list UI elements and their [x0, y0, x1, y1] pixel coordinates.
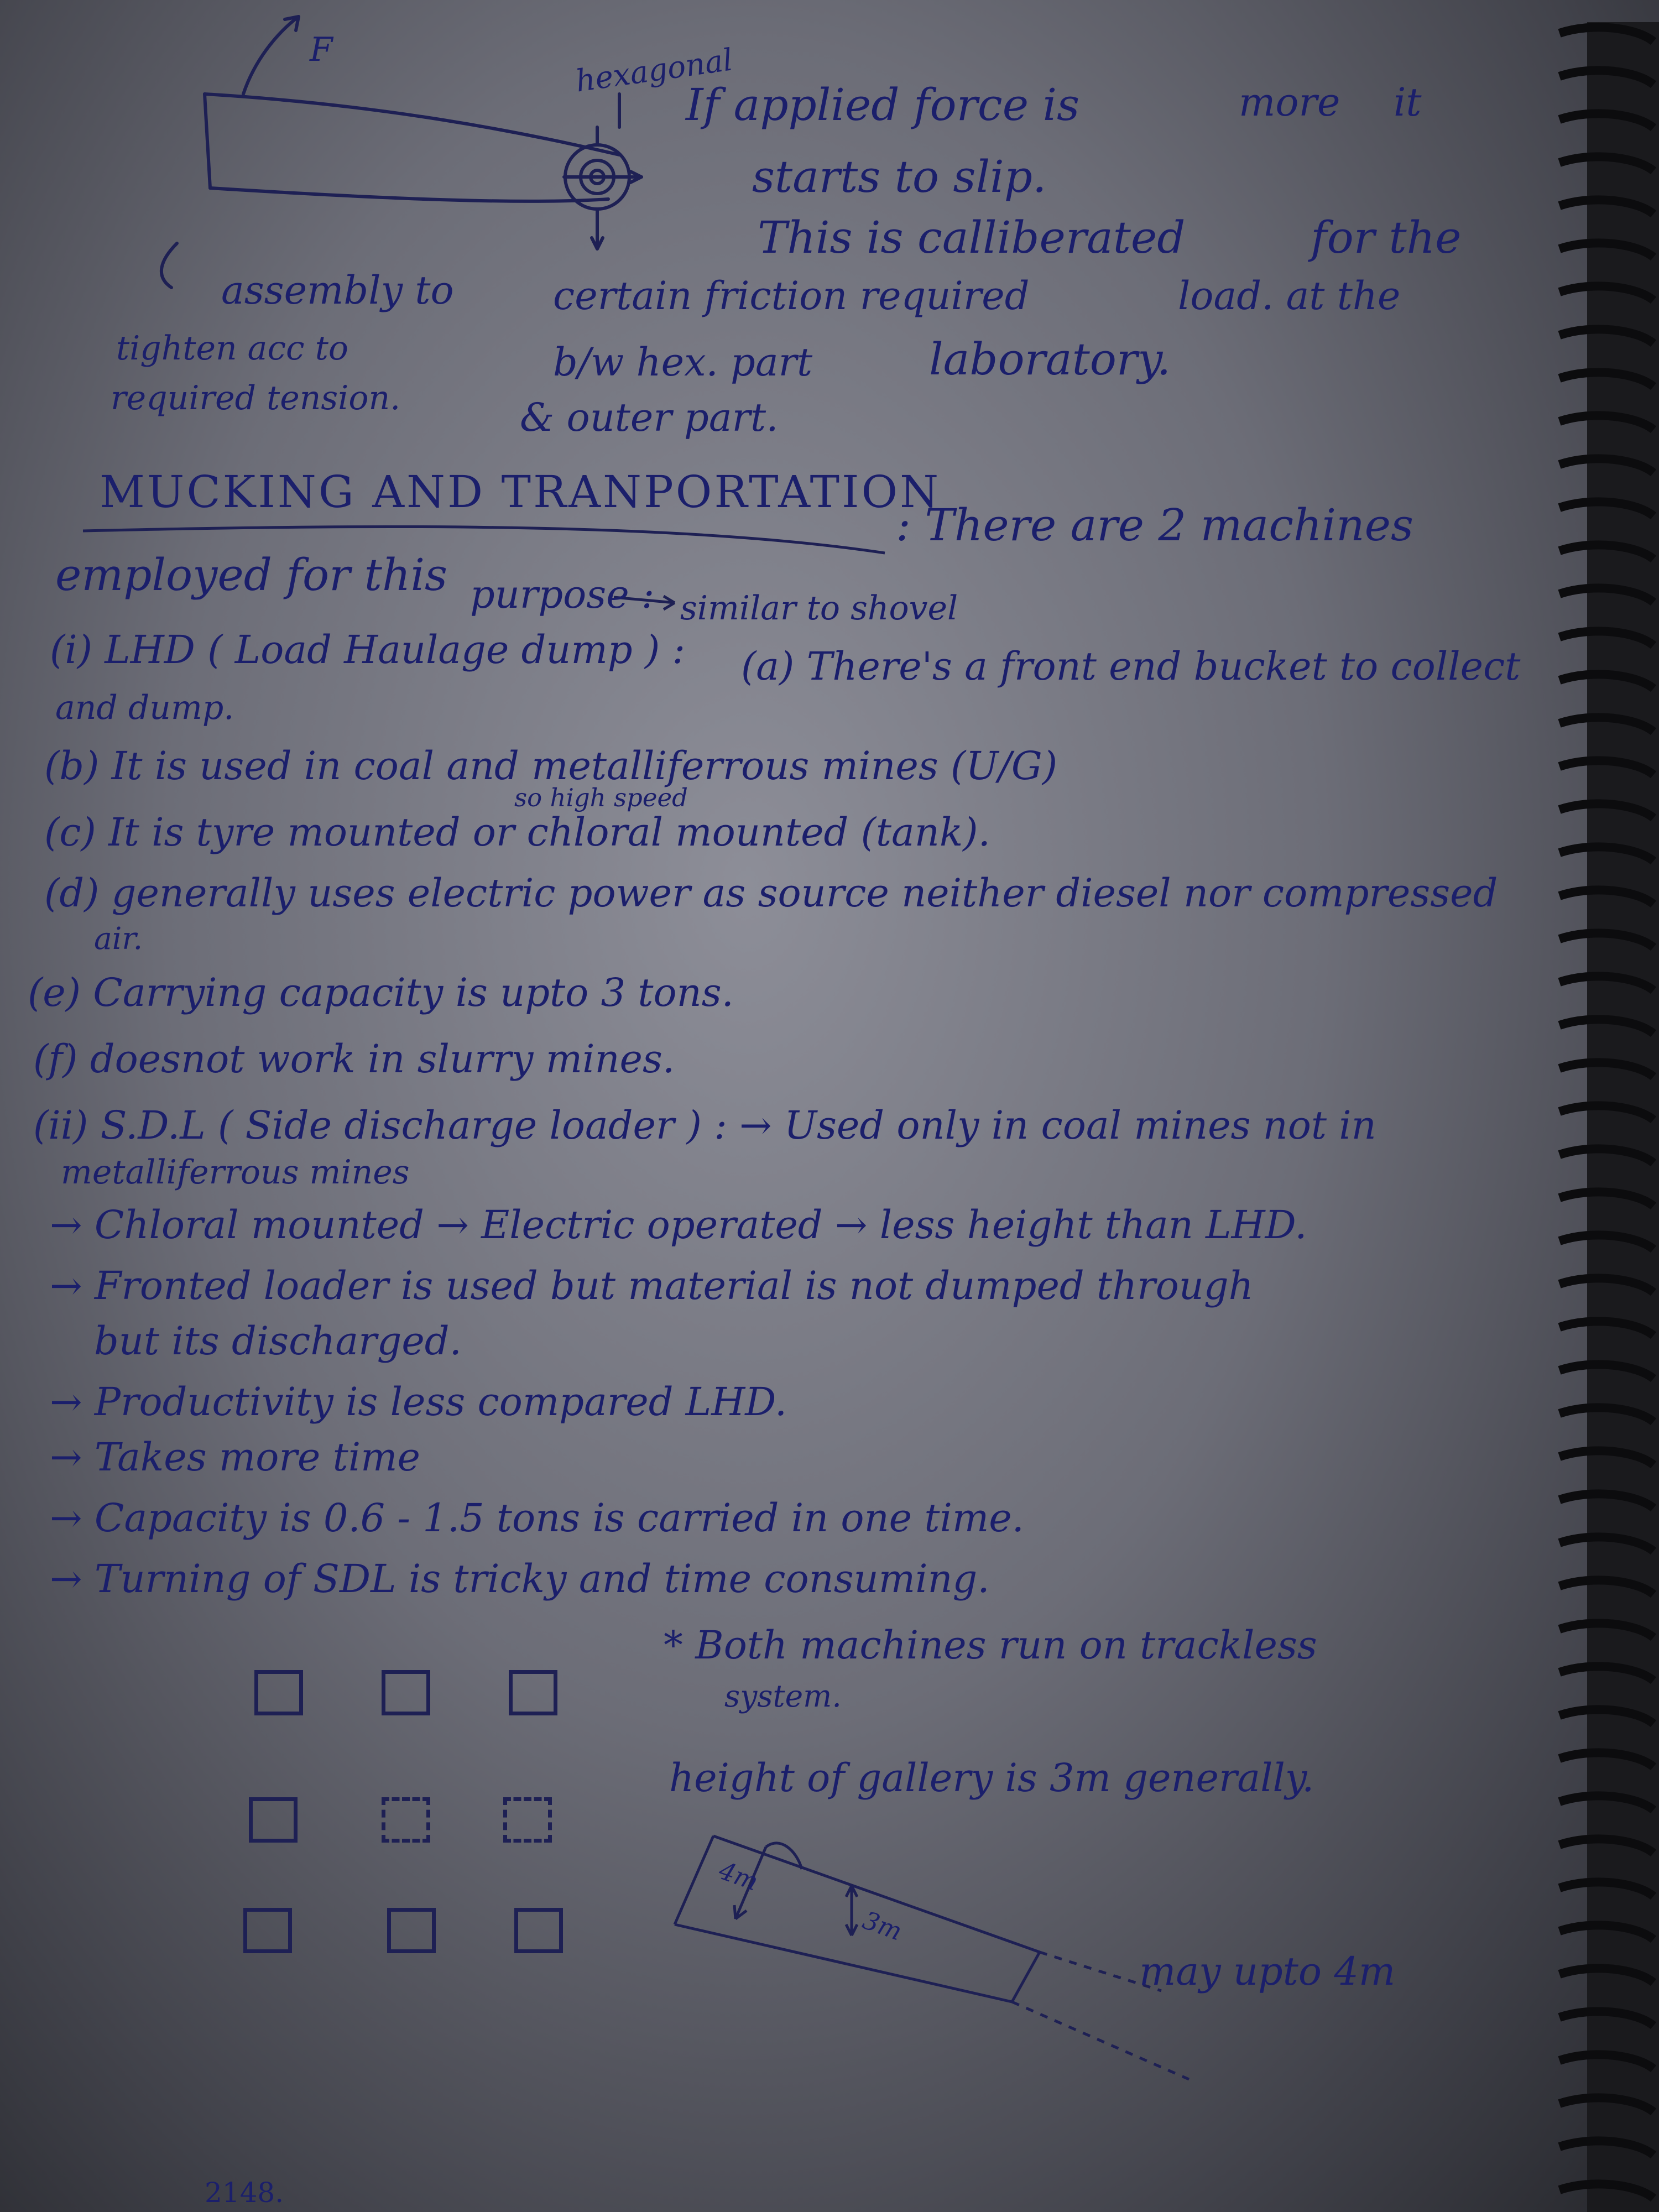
left-note-3: required tension. — [111, 379, 401, 418]
note-line-6: & outer part. — [520, 395, 779, 440]
dim-3m: 3m — [859, 1905, 906, 1947]
lhd-c: (c) It is tyre mounted or chloral mounted (tank). — [44, 810, 990, 855]
note-line-1-it: it — [1394, 80, 1422, 125]
force-label: F — [310, 30, 333, 69]
note-line-1: If applied force is — [686, 79, 1080, 131]
dim-4m: 4m — [715, 1855, 763, 1897]
page-number: 2148. — [205, 2177, 284, 2209]
lhd-a-cont: and dump. — [55, 688, 234, 727]
sdl-point-6: → Turning of SDL is tricky and time consuming. — [50, 1556, 990, 1601]
sdl-point-2-cont: but its discharged. — [94, 1318, 462, 1364]
sdl-title: (ii) S.D.L ( Side discharge loader ) : → Used only in coal mines not in — [33, 1103, 1376, 1148]
note-line-4b: load. at the — [1178, 273, 1401, 319]
sdl-point-3: → Productivity is less compared LHD. — [50, 1379, 787, 1425]
note-line-4: certain friction required — [553, 273, 1030, 319]
note-line-2: starts to slip. — [752, 151, 1047, 202]
note-line-5b: laboratory. — [929, 333, 1171, 385]
lhd-a: (a) There's a front end bucket to collect — [741, 644, 1521, 689]
spiral-binding — [1537, 22, 1659, 2212]
note-line-3b: for the — [1311, 212, 1462, 263]
both-machines-note: * Both machines run on trackless — [664, 1623, 1317, 1668]
lhd-title: (i) LHD ( Load Haulage dump ) : — [50, 627, 686, 672]
heading-tail: : There are 2 machines — [896, 499, 1414, 551]
sdl-point-1: → Chloral mounted → Electric operated → less height than LHD. — [50, 1202, 1307, 1248]
left-note-1: assembly to — [221, 268, 454, 313]
section-heading: MUCKING AND TRANPORTATION — [100, 466, 941, 518]
lhd-d-cont: air. — [94, 921, 143, 956]
sdl-title-cont: metalliferrous mines — [61, 1153, 410, 1192]
hexagonal-label: hexagonal — [573, 41, 735, 99]
lhd-d: (d) generally uses electric power as source neither diesel nor compressed — [44, 870, 1498, 916]
lhd-b: (b) It is used in coal and metalliferrous mines (U/G) — [44, 743, 1058, 789]
shovel-note: similar to shovel — [680, 589, 958, 628]
note-line-5: b/w hex. part — [553, 340, 813, 385]
sdl-point-2: → Fronted loader is used but material is not dumped through — [50, 1263, 1254, 1308]
may-upto-4m: may upto 4m — [1139, 1949, 1396, 1994]
both-machines-note-cont: system. — [724, 1678, 842, 1714]
lhd-c-insert: so high speed — [514, 783, 688, 812]
heading-line-2b: purpose : — [470, 572, 655, 617]
lhd-f: (f) doesnot work in slurry mines. — [33, 1036, 675, 1082]
left-note-2: tighten acc to — [116, 329, 348, 368]
sdl-point-5: → Capacity is 0.6 - 1.5 tons is carried in one time. — [50, 1495, 1024, 1541]
heading-line-2: employed for this — [55, 549, 448, 601]
gallery-height-note: height of gallery is 3m generally. — [669, 1755, 1314, 1801]
note-line-1-more: more — [1239, 80, 1340, 125]
lhd-e: (e) Carrying capacity is upto 3 tons. — [28, 970, 734, 1015]
sdl-point-4: → Takes more time — [50, 1434, 420, 1480]
note-line-3: This is calliberated — [758, 212, 1186, 263]
